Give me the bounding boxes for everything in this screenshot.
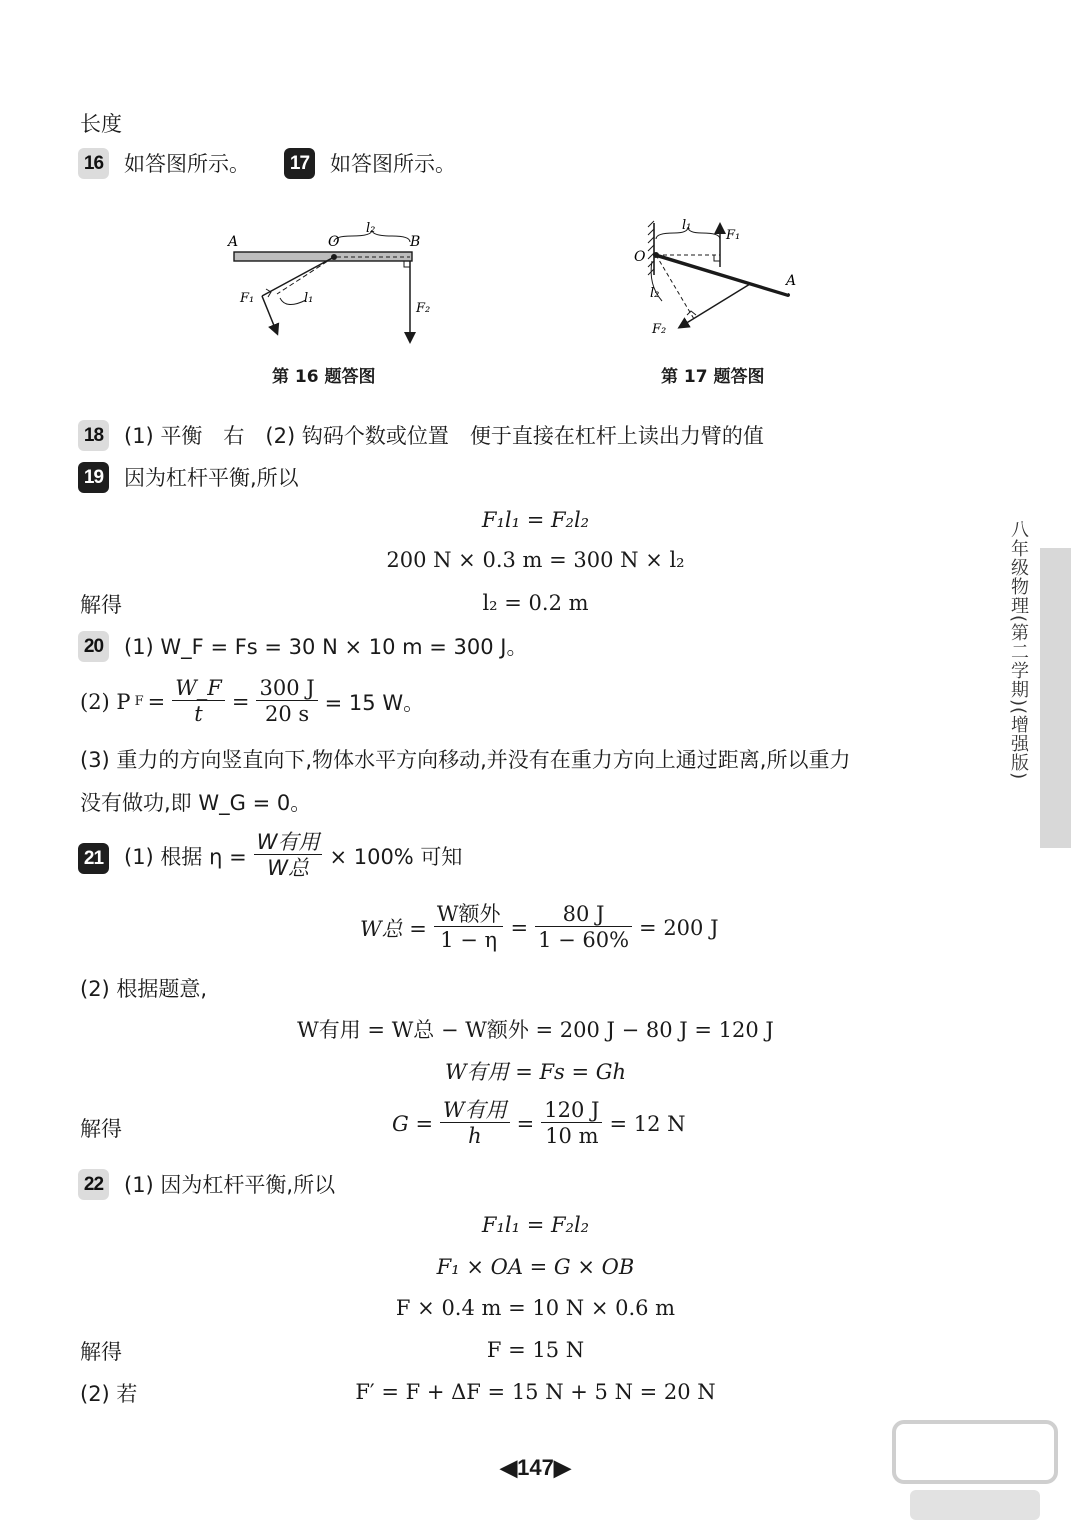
- figure-16-caption: 第 16 题答图: [272, 367, 376, 387]
- fraction-numerator: W有用: [254, 830, 323, 855]
- q21-eq1-fraction-2: [535, 902, 632, 953]
- q19-eq2: 200 N × 0.3 m = 300 N × l₂: [386, 548, 685, 572]
- label-a: A: [228, 234, 239, 250]
- q22-eq2: F₁ × OA = G × OB: [436, 1255, 635, 1279]
- q22-eq5: F′ = F + ΔF = 15 N + 5 N = 20 N: [355, 1380, 716, 1404]
- q21-p1-prefix: (1) 根据 η =: [124, 844, 247, 869]
- figure-16-lever-diagram: [222, 218, 452, 348]
- label-a: A: [786, 273, 797, 289]
- fraction-numerator: W_F: [172, 676, 225, 701]
- label-f2: F₂: [652, 322, 667, 337]
- q20-p2-prefix: (2) P: [80, 689, 131, 714]
- q19-text: 因为杠杆平衡,所以: [124, 466, 299, 490]
- fraction-denominator: 1 − η: [440, 928, 498, 952]
- label-f1: F₁: [726, 228, 741, 243]
- label-f2: F₂: [416, 301, 431, 316]
- label-l1: l₁: [304, 291, 314, 306]
- q20-fraction-1: [172, 676, 225, 727]
- q18-text: (1) 平衡 右 (2) 钩码个数或位置 便于直接在杠杆上读出力臂的值: [124, 424, 764, 448]
- fraction-denominator: 10 m: [545, 1124, 599, 1148]
- q17-text: 如答图所示。: [330, 152, 456, 176]
- q22-eq1: F₁l₁ = F₂l₂: [481, 1213, 590, 1237]
- label-o: O: [634, 249, 646, 265]
- q21-eq4-result: = 12 N: [609, 1111, 686, 1136]
- q20-part1: (1) W_F = Fs = 30 N × 10 m = 300 J。: [124, 635, 528, 659]
- question-number-17: 17: [284, 148, 315, 179]
- label-l2: l₂: [650, 286, 660, 301]
- q19-solve-label: 解得: [80, 593, 122, 617]
- label-f1: F₁: [240, 291, 255, 306]
- force-f1-arrow: [262, 296, 277, 333]
- q21-p1-suffix: × 100% 可知: [329, 844, 463, 869]
- q21-part2: (2) 根据题意,: [80, 977, 208, 1001]
- q21-eq2: W有用 = W总 − W额外 = 200 J − 80 J = 120 J: [297, 1018, 774, 1042]
- q20-part3-line1: (3) 重力的方向竖直向下,物体水平方向移动,并没有在重力方向上通过距离,所以重力: [80, 748, 851, 772]
- q19-eq3: l₂ = 0.2 m: [482, 591, 589, 615]
- fraction-numerator: 120 J: [541, 1098, 602, 1123]
- fraction-denominator: h: [468, 1124, 482, 1148]
- q19-eq1: F₁l₁ = F₂l₂: [481, 508, 590, 532]
- q22-eq4: F = 15 N: [486, 1338, 585, 1362]
- q20-p2-result: = 15 W。: [324, 690, 425, 715]
- question-number-22: 22: [78, 1169, 109, 1200]
- q21-efficiency-fraction: [254, 830, 323, 881]
- fraction-numerator: W有用: [440, 1098, 510, 1123]
- q21-eq4-lhs: G =: [392, 1111, 434, 1136]
- q22-solve-label: 解得: [80, 1340, 122, 1364]
- intro-word: 长度: [80, 112, 122, 136]
- q21-eq1-lhs: W总 =: [360, 916, 427, 941]
- q21-eq3: W有用 = Fs = Gh: [444, 1060, 627, 1084]
- sidebar-tab: [1040, 548, 1071, 848]
- q20-fraction-2: [256, 676, 317, 727]
- q21-eq1: W总 = $\frac{\text{W额外}}{1 - \eta}$ = $\frac{80 J}{1 - 60\%}$ = 200 J: [360, 902, 719, 952]
- q16-text: 如答图所示。: [124, 152, 250, 176]
- figure-17-lever-diagram: [628, 215, 808, 345]
- question-number-16: 16: [78, 148, 109, 179]
- page-number: ◀147▶: [500, 1455, 571, 1480]
- q21-eq1-fraction-1: [434, 902, 504, 953]
- fraction-denominator: W总: [267, 856, 309, 880]
- label-o: O: [328, 234, 340, 250]
- question-number-21: 21: [78, 843, 109, 874]
- question-number-19: 19: [78, 462, 109, 493]
- label-l2: l₂: [366, 221, 376, 236]
- q21-part1: [124, 830, 462, 881]
- q21-eq4-fraction-1: [440, 1098, 510, 1149]
- q20-part3-line2: 没有做功,即 W_G = 0。: [80, 791, 312, 815]
- q20-p2-sub: F: [134, 694, 144, 709]
- sidebar-book-title: 八年级物理(第二学期)(增强版): [1008, 520, 1029, 781]
- watermark-logo: [890, 1418, 1060, 1533]
- force-f2-arrow: [680, 284, 750, 327]
- fraction-numerator: W额外: [434, 902, 504, 927]
- fraction-denominator: 1 − 60%: [538, 928, 630, 952]
- q22-part2-label: (2) 若: [80, 1382, 138, 1406]
- fraction-numerator: 300 J: [256, 676, 317, 701]
- q21-eq4: G = $\frac{\text{W有用}}{h}$ = $\frac{120 J}{10 m}$ = 12 N: [392, 1098, 686, 1148]
- q22-eq3: F × 0.4 m = 10 N × 0.6 m: [395, 1296, 676, 1320]
- q21-eq4-fraction-2: [541, 1098, 602, 1149]
- label-b: B: [410, 234, 421, 250]
- fraction-numerator: 80 J: [535, 902, 632, 927]
- lever-rod: [656, 255, 788, 295]
- lever-bar: [234, 252, 412, 261]
- figure-17-caption: 第 17 题答图: [661, 367, 765, 387]
- label-l1: l₁: [682, 218, 692, 233]
- fraction-denominator: t: [194, 702, 203, 726]
- q22-part1: (1) 因为杠杆平衡,所以: [124, 1173, 336, 1197]
- question-number-20: 20: [78, 631, 109, 662]
- question-number-18: 18: [78, 420, 109, 451]
- q20-part2: (2) P F = $\frac{W\_F}{t}$ = $\frac{300 J}{20 s}$ = 15 W。: [80, 676, 425, 726]
- q21-solve-label: 解得: [80, 1117, 122, 1141]
- fraction-denominator: 20 s: [264, 702, 310, 726]
- q21-eq1-result: = 200 J: [639, 915, 719, 940]
